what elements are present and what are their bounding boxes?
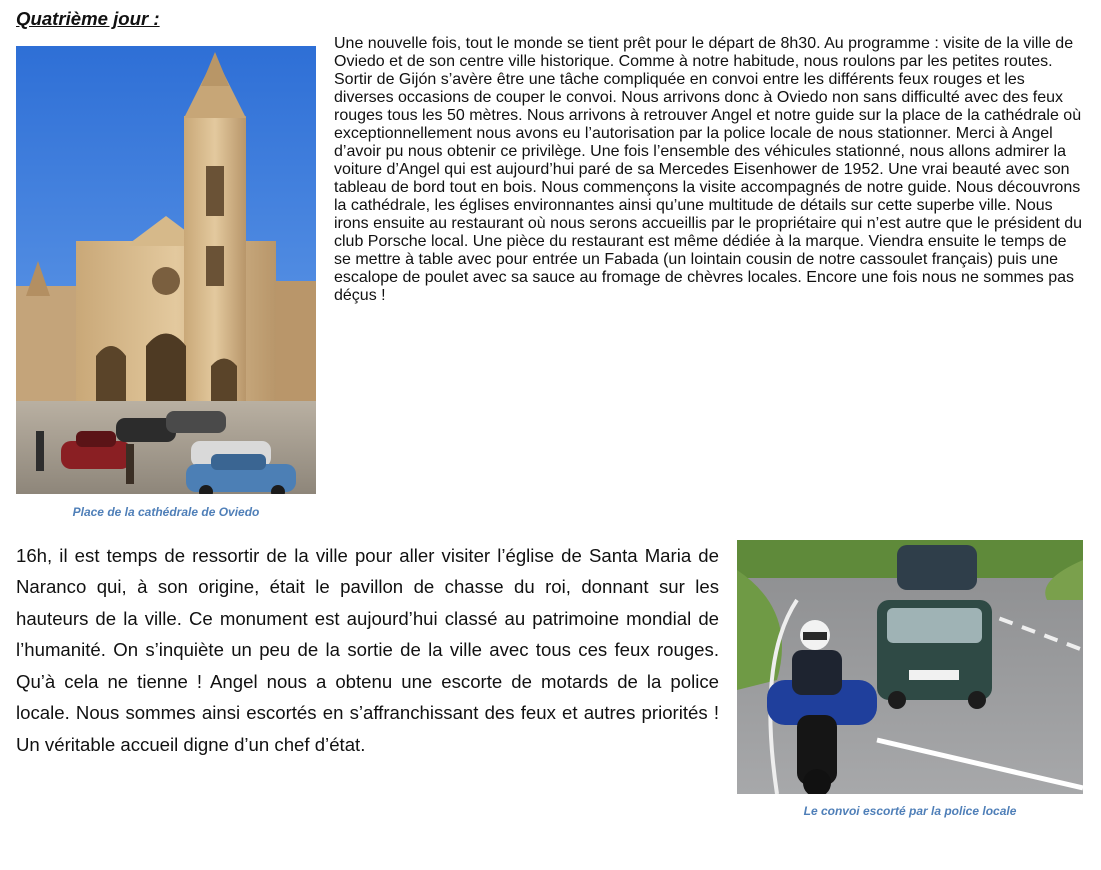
- cathedral-image: [16, 46, 316, 494]
- paragraph-escort-text: 16h, il est temps de ressortir de la ville pour aller visiter l’église de Santa Maria de Naranco qui, à son origine, était le pavillon de chasse du roi, donnant sur les hauteurs de la ville. Ce monument est aujourd’hui classé au patrimoine mondial de l’humanité. On s’inquiète un peu de la sortie de la ville avec tous ces feux rouges. Qu’à cela ne tienne ! Angel nous a obtenu une escorte de motards de la police locale. Nous sommes ainsi escortés en s’affranchissant des feux et autres priorités ! Un véritable accueil digne d’un chef d’état.: [16, 544, 719, 755]
- escort-caption: Le convoi escorté par la police locale: [803, 803, 1017, 818]
- cathedral-caption: Place de la cathédrale de Oviedo: [72, 504, 260, 519]
- paragraph-day-four: [16, 3, 1083, 35]
- paragraph-day-four-text: Une nouvelle fois, tout le monde se tient prêt pour le départ de 8h30. Au programme : visite de la ville de Oviedo et de son centre ville historique. Comme à notre habitude, nous roulons par les petites routes. Sortir de Gijón s’avère être une tâche compliquée en convoi entre les différents feux rouges et les diverses occasions de couper le convoi. Nous arrivons donc à Oviedo non sans difficulté avec des feux rouges tous les 50 mètres. Nous arrivons à retrouver Angel et notre guide sur la place de la cathédrale où exceptionnellement nous avons eu l’autorisation par la police locale de nous stationner. Merci à Angel d’avoir pu nous obtenir ce privilège. Une fois l’ensemble des véhicules stationné, nous allons admirer la voiture d’Angel qui est aujourd’hui paré de sa Mercedes Eisenhower de 1952. Une vrai beauté avec son tableau de bord tout en bois. Nous commençons la visite accompagnés de notre guide. Nous découvrons la cathédrale, les églises environnantes ainsi qu’une multitude de détails sur cette superbe ville. Nous irons ensuite au restaurant où nous serons accueillis par le propriétaire qui n’est autre que le président du club Porsche local. Une pièce du restaurant est même dédiée à la marque. Viendra ensuite le temps de se mettre à table avec pour entrée un Fabada (un lointain cousin de notre cassoulet français) puis une escalope de poulet avec sa sauce au fromage de chèvres locales. Encore une fois nous ne sommes pas déçus !: [334, 34, 1082, 304]
- figure-escort: [737, 540, 1083, 819]
- document-page: [16, 3, 1083, 819]
- figure-cathedral: [16, 46, 316, 520]
- escort-photo: [737, 540, 1083, 794]
- escort-image: [737, 540, 1083, 794]
- cathedral-photo: [16, 46, 316, 494]
- section-heading: Quatrième jour :: [16, 8, 160, 29]
- section-escort: [16, 540, 1083, 818]
